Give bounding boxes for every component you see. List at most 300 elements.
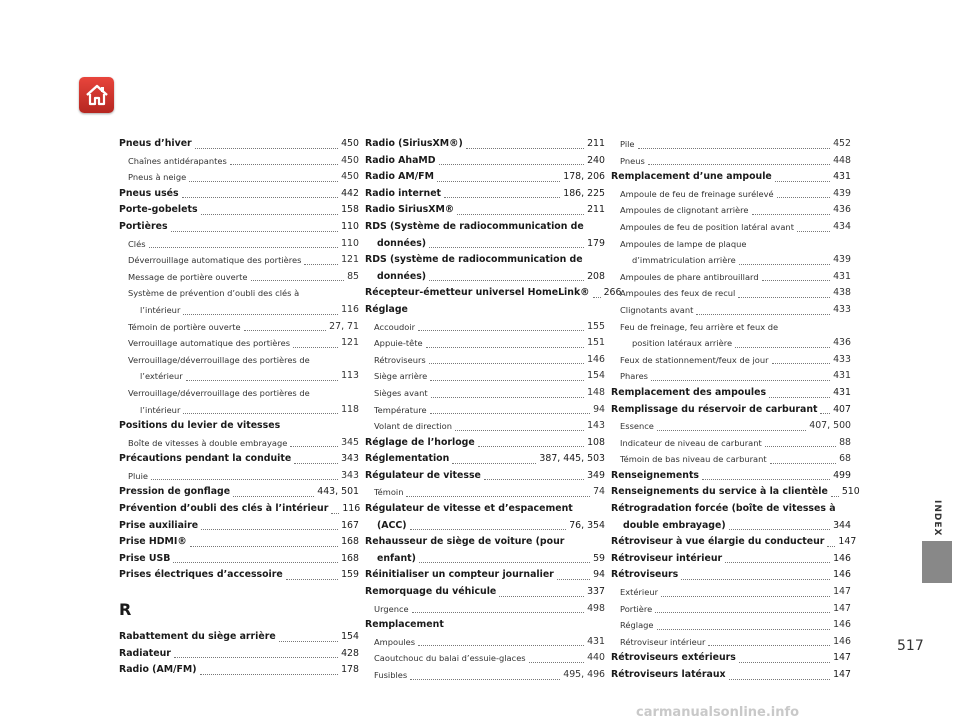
entry-text: Récepteur-émetteur universel HomeLink® bbox=[365, 287, 590, 299]
index-column-3 bbox=[611, 136, 860, 684]
index-entry[interactable] bbox=[119, 219, 359, 236]
index-entry[interactable] bbox=[119, 662, 359, 679]
page-reference[interactable]: 428 bbox=[341, 647, 359, 659]
page-reference[interactable]: 116 bbox=[342, 503, 361, 515]
page-reference[interactable]: 154 bbox=[587, 370, 605, 382]
dot-leader bbox=[190, 546, 338, 547]
page-reference[interactable]: 434 bbox=[833, 220, 851, 232]
entry-text: Réglage bbox=[365, 303, 408, 315]
index-entry[interactable] bbox=[365, 136, 605, 153]
dot-leader bbox=[412, 612, 584, 613]
page-reference[interactable]: 108 bbox=[587, 436, 605, 448]
dot-leader bbox=[651, 380, 830, 381]
page-reference[interactable]: 344 bbox=[833, 519, 851, 531]
entry-text: Pneus usés bbox=[119, 187, 179, 199]
page-reference[interactable]: 387, 445, 503 bbox=[539, 453, 605, 465]
dot-leader bbox=[648, 164, 830, 165]
page-reference[interactable]: 146 bbox=[833, 552, 851, 564]
index-subentry[interactable] bbox=[611, 352, 851, 369]
index-subentry[interactable] bbox=[365, 484, 605, 501]
dot-leader bbox=[729, 679, 831, 680]
page-reference[interactable]: 76, 354 bbox=[569, 519, 605, 531]
page-reference[interactable]: 439 bbox=[833, 187, 851, 199]
entry-continuation bbox=[611, 518, 851, 535]
page-reference[interactable]: 59 bbox=[593, 552, 605, 564]
dot-leader bbox=[429, 280, 584, 281]
page-reference[interactable]: 94 bbox=[593, 403, 605, 415]
dot-leader bbox=[657, 629, 831, 630]
dot-leader bbox=[725, 562, 830, 563]
index-entry[interactable] bbox=[119, 418, 359, 435]
page-reference[interactable]: 168 bbox=[341, 552, 359, 564]
index-entry[interactable] bbox=[365, 584, 605, 601]
index-subentry[interactable] bbox=[365, 667, 605, 684]
entry-text: Ampoules bbox=[374, 636, 416, 647]
entry-text: Précautions pendant la conduite bbox=[119, 453, 292, 465]
index-entry[interactable] bbox=[365, 169, 605, 186]
index-subentry[interactable] bbox=[611, 634, 851, 651]
dot-leader bbox=[820, 413, 830, 414]
index-subentry[interactable] bbox=[365, 418, 605, 435]
page-reference[interactable]: 113 bbox=[341, 370, 359, 382]
dot-leader bbox=[739, 264, 830, 265]
page-reference[interactable]: 178 bbox=[341, 664, 359, 676]
index-entry[interactable] bbox=[611, 484, 860, 501]
dot-leader bbox=[775, 181, 830, 182]
index-subentry[interactable] bbox=[611, 319, 851, 352]
index-subentry[interactable] bbox=[119, 335, 359, 352]
index-entry[interactable] bbox=[119, 501, 359, 518]
page-reference[interactable]: 433 bbox=[833, 353, 851, 365]
page-reference[interactable]: 349 bbox=[587, 469, 605, 481]
entry-text: Boîte de vitesses à double embrayage bbox=[128, 437, 288, 448]
entry-text: Prévention d’oubli des clés à l’intérieur bbox=[119, 503, 329, 515]
dot-leader bbox=[657, 430, 806, 431]
entry-text: Phares bbox=[620, 371, 649, 382]
dot-leader bbox=[772, 363, 831, 364]
entry-text: Rétroviseurs extérieurs bbox=[611, 652, 736, 664]
index-entry[interactable] bbox=[365, 468, 605, 485]
index-subentry[interactable] bbox=[365, 385, 605, 402]
dot-leader bbox=[769, 397, 830, 398]
entry-text: Régulateur de vitesse bbox=[365, 469, 481, 481]
dot-leader bbox=[251, 280, 345, 281]
page-reference[interactable]: 443, 501 bbox=[317, 486, 359, 498]
page-reference[interactable]: 211 bbox=[587, 138, 605, 149]
page-reference[interactable]: 116 bbox=[341, 303, 359, 315]
index-entry[interactable] bbox=[611, 667, 851, 684]
dot-leader bbox=[182, 197, 338, 198]
page-reference[interactable]: 436 bbox=[833, 204, 851, 216]
entry-text-continued: double embrayage) bbox=[623, 519, 726, 531]
dot-leader bbox=[418, 330, 584, 331]
entry-text: Rétroviseur intérieur bbox=[620, 636, 706, 647]
entry-text: Remplissage du réservoir de carburant bbox=[611, 403, 818, 415]
index-subentry[interactable] bbox=[611, 285, 851, 302]
entry-text: RDS (Système de radiocommunication de bbox=[365, 220, 584, 232]
page-reference[interactable]: 179 bbox=[587, 237, 605, 249]
entry-text: Rehausseur de siège de voiture (pour bbox=[365, 536, 565, 548]
index-entry[interactable] bbox=[119, 451, 359, 468]
page-reference[interactable]: 186, 225 bbox=[563, 187, 605, 199]
entry-continuation bbox=[620, 252, 851, 269]
index-entry[interactable] bbox=[119, 202, 359, 219]
entry-text: Réglage bbox=[620, 620, 654, 631]
page-reference[interactable]: 147 bbox=[833, 586, 851, 598]
index-subentry[interactable] bbox=[365, 352, 605, 369]
dot-leader bbox=[430, 380, 584, 381]
index-subentry[interactable] bbox=[611, 451, 851, 468]
page-reference[interactable]: 147 bbox=[833, 652, 851, 664]
dot-leader bbox=[189, 181, 338, 182]
entry-text: Pneus à neige bbox=[128, 172, 187, 183]
page-reference[interactable]: 208 bbox=[587, 270, 605, 282]
dot-leader bbox=[452, 463, 536, 464]
entry-text: Radiateur bbox=[119, 647, 171, 659]
page-reference[interactable]: 121 bbox=[341, 337, 359, 349]
entry-text: Verrouillage/déverrouillage des portières de bbox=[128, 354, 310, 365]
index-subentry[interactable] bbox=[611, 186, 851, 203]
page-reference[interactable]: 498 bbox=[587, 602, 605, 614]
index-subentry[interactable] bbox=[119, 385, 359, 418]
entry-text: Remplacement des ampoules bbox=[611, 386, 767, 398]
index-subentry[interactable] bbox=[611, 584, 851, 601]
index-subentry[interactable] bbox=[611, 302, 851, 319]
entry-text: Système de prévention d’oubli des clés à bbox=[128, 288, 300, 299]
index-entry[interactable] bbox=[611, 501, 851, 534]
index-entry[interactable] bbox=[365, 435, 605, 452]
index-entry[interactable] bbox=[119, 551, 359, 568]
index-subentry[interactable] bbox=[119, 435, 359, 452]
page-reference[interactable]: 407, 500 bbox=[809, 420, 851, 432]
page-reference[interactable]: 442 bbox=[341, 187, 359, 199]
dot-leader bbox=[765, 446, 836, 447]
index-subentry[interactable] bbox=[365, 368, 605, 385]
entry-text: Clés bbox=[128, 238, 146, 249]
index-subentry[interactable] bbox=[365, 319, 605, 336]
page-reference[interactable]: 167 bbox=[341, 519, 359, 531]
page-reference[interactable]: 74 bbox=[593, 486, 605, 498]
entry-text: Prise auxiliaire bbox=[119, 519, 199, 531]
dot-leader bbox=[831, 496, 839, 497]
index-entry[interactable] bbox=[611, 534, 857, 551]
entry-continuation bbox=[620, 335, 851, 352]
entry-text: Rabattement du siège arrière bbox=[119, 631, 276, 643]
page-reference[interactable]: 155 bbox=[587, 320, 605, 332]
index-entry[interactable] bbox=[365, 252, 605, 285]
dot-leader bbox=[279, 641, 338, 642]
page-reference[interactable]: 343 bbox=[341, 469, 359, 481]
dot-leader bbox=[708, 645, 830, 646]
entry-text: Réglementation bbox=[365, 453, 450, 465]
page-reference[interactable]: 440 bbox=[587, 652, 605, 664]
index-subentry[interactable] bbox=[365, 402, 605, 419]
dot-leader bbox=[557, 579, 590, 580]
page-reference[interactable]: 499 bbox=[833, 469, 851, 481]
index-subentry[interactable] bbox=[611, 601, 851, 618]
index-entry[interactable] bbox=[365, 567, 605, 584]
index-entry[interactable] bbox=[611, 551, 851, 568]
index-entry[interactable] bbox=[119, 136, 359, 153]
page-reference[interactable]: 438 bbox=[833, 287, 851, 299]
entry-text: Rétroviseurs bbox=[374, 354, 426, 365]
entry-text: Rétroviseurs bbox=[611, 569, 679, 581]
index-entry[interactable] bbox=[611, 650, 851, 667]
page-reference[interactable]: 345 bbox=[341, 436, 359, 448]
dot-leader bbox=[183, 413, 338, 414]
index-subentry[interactable] bbox=[119, 252, 359, 269]
entry-text: Portières bbox=[119, 220, 168, 232]
index-subentry[interactable] bbox=[611, 368, 851, 385]
page-reference[interactable]: 439 bbox=[833, 254, 851, 266]
index-subentry[interactable] bbox=[611, 435, 851, 452]
dot-leader bbox=[244, 330, 327, 331]
index-subentry[interactable] bbox=[611, 136, 851, 153]
entry-text-continued: l’extérieur bbox=[140, 371, 183, 382]
index-subentry[interactable] bbox=[611, 617, 851, 634]
page-reference[interactable]: 266 bbox=[603, 287, 622, 299]
entry-text: Pluie bbox=[128, 470, 148, 481]
page-reference[interactable]: 407 bbox=[833, 403, 851, 415]
dot-leader bbox=[331, 513, 339, 514]
dot-leader bbox=[429, 363, 584, 364]
dot-leader bbox=[738, 297, 830, 298]
entry-text: Température bbox=[374, 404, 427, 415]
dot-leader bbox=[201, 529, 338, 530]
page-reference[interactable]: 495, 496 bbox=[563, 669, 605, 680]
index-subentry[interactable] bbox=[119, 236, 359, 253]
page-reference[interactable]: 154 bbox=[341, 631, 359, 643]
index-entry[interactable] bbox=[119, 629, 359, 646]
entry-text: Chaînes antidérapantes bbox=[128, 155, 227, 166]
index-subentry[interactable] bbox=[119, 468, 359, 485]
page-reference[interactable]: 178, 206 bbox=[563, 171, 605, 183]
index-subentry[interactable] bbox=[119, 319, 359, 336]
page-reference[interactable]: 343 bbox=[341, 453, 359, 465]
entry-text: RDS (système de radiocommunication de bbox=[365, 254, 583, 266]
dot-leader bbox=[739, 662, 830, 663]
entry-text: Prise USB bbox=[119, 552, 171, 564]
index-subentry[interactable] bbox=[611, 153, 851, 170]
entry-text: Rétroviseur à vue élargie du conducteur bbox=[611, 536, 825, 548]
entry-text: Ampoules de lampe de plaque bbox=[620, 238, 747, 249]
index-entry[interactable] bbox=[365, 451, 605, 468]
dot-leader bbox=[444, 197, 560, 198]
entry-text: Témoin de bas niveau de carburant bbox=[620, 454, 767, 465]
page-reference[interactable]: 146 bbox=[587, 353, 605, 365]
index-entry[interactable] bbox=[365, 202, 605, 219]
index-subentry[interactable] bbox=[611, 219, 851, 236]
page-reference[interactable]: 110 bbox=[341, 220, 359, 232]
page-reference[interactable]: 450 bbox=[341, 171, 359, 183]
index-entry[interactable] bbox=[365, 285, 622, 302]
index-subentry[interactable] bbox=[119, 269, 359, 286]
index-subentry[interactable] bbox=[611, 236, 851, 269]
dot-leader bbox=[661, 596, 830, 597]
index-entry[interactable] bbox=[365, 617, 605, 634]
entry-text: Radio SiriusXM® bbox=[365, 204, 455, 216]
dot-leader bbox=[439, 164, 585, 165]
home-button[interactable] bbox=[79, 77, 114, 113]
index-entry[interactable] bbox=[365, 153, 605, 170]
entry-text: Radio AhaMD bbox=[365, 154, 436, 166]
entry-text: Verrouillage/déverrouillage des portières de bbox=[128, 387, 310, 398]
index-entry[interactable] bbox=[611, 385, 851, 402]
index-entry[interactable] bbox=[119, 567, 359, 584]
index-column-2 bbox=[365, 136, 622, 684]
index-entry[interactable] bbox=[119, 534, 359, 551]
index-subentry[interactable] bbox=[365, 335, 605, 352]
page-reference[interactable]: 151 bbox=[587, 337, 605, 349]
dot-leader bbox=[655, 612, 830, 613]
dot-leader bbox=[195, 148, 338, 149]
page-reference[interactable]: 158 bbox=[341, 204, 359, 216]
index-subentry[interactable] bbox=[611, 202, 851, 219]
entry-continuation bbox=[365, 518, 605, 535]
index-tab-label: INDEX bbox=[932, 500, 942, 537]
dot-leader bbox=[293, 347, 338, 348]
page-reference[interactable]: 168 bbox=[341, 536, 359, 548]
index-entry[interactable] bbox=[365, 501, 605, 534]
page-reference[interactable]: 448 bbox=[833, 154, 851, 166]
index-entry[interactable] bbox=[365, 534, 605, 567]
page-reference[interactable]: 431 bbox=[833, 386, 851, 398]
entry-continuation bbox=[365, 551, 605, 568]
index-entry[interactable] bbox=[119, 518, 359, 535]
index-subentry[interactable] bbox=[119, 169, 359, 186]
entry-text: Pneus bbox=[620, 155, 645, 166]
page-reference[interactable]: 143 bbox=[587, 420, 605, 432]
index-entry[interactable] bbox=[611, 468, 851, 485]
index-entry[interactable] bbox=[119, 484, 359, 501]
dot-leader bbox=[478, 446, 584, 447]
entry-text: Rétroviseurs latéraux bbox=[611, 669, 726, 680]
index-subentry[interactable] bbox=[365, 634, 605, 651]
page-reference[interactable]: 147 bbox=[833, 669, 851, 680]
index-entry[interactable] bbox=[365, 219, 605, 252]
page-reference[interactable]: 118 bbox=[341, 403, 359, 415]
dot-leader bbox=[696, 314, 830, 315]
page-reference[interactable]: 88 bbox=[839, 436, 851, 448]
entry-text: Rétrogradation forcée (boîte de vitesses à bbox=[611, 503, 836, 515]
page-reference[interactable]: 452 bbox=[833, 138, 851, 149]
entry-text-continued: (ACC) bbox=[377, 519, 407, 531]
index-subentry[interactable] bbox=[119, 285, 359, 318]
page-reference[interactable]: 240 bbox=[587, 154, 605, 166]
dot-leader bbox=[290, 446, 338, 447]
dot-leader bbox=[233, 496, 314, 497]
entry-text: Clignotants avant bbox=[620, 304, 694, 315]
dot-leader bbox=[173, 562, 338, 563]
index-entry[interactable] bbox=[365, 186, 605, 203]
entry-text: Pile bbox=[620, 139, 635, 149]
entry-text: Caoutchouc du balai d’essuie-glaces bbox=[374, 653, 526, 664]
dot-leader bbox=[762, 280, 831, 281]
index-subentry[interactable] bbox=[365, 601, 605, 618]
entry-text: Prise HDMI® bbox=[119, 536, 187, 548]
page-reference[interactable]: 146 bbox=[833, 635, 851, 647]
entry-text-continued: l’intérieur bbox=[140, 404, 181, 415]
index-entry[interactable] bbox=[119, 646, 359, 663]
dot-leader bbox=[419, 562, 590, 563]
dot-leader bbox=[294, 463, 338, 464]
page-reference[interactable]: 147 bbox=[833, 602, 851, 614]
page-reference[interactable]: 27, 71 bbox=[329, 320, 359, 332]
page-reference[interactable]: 450 bbox=[341, 154, 359, 166]
dot-leader bbox=[455, 430, 584, 431]
entry-text: Ampoules des feux de recul bbox=[620, 288, 736, 299]
page-reference[interactable]: 146 bbox=[833, 569, 851, 581]
dot-leader bbox=[183, 314, 338, 315]
page-reference[interactable]: 436 bbox=[833, 337, 851, 349]
entry-text: Renseignements bbox=[611, 469, 700, 481]
entry-text: Indicateur de niveau de carburant bbox=[620, 437, 762, 448]
page-reference[interactable]: 337 bbox=[587, 586, 605, 598]
index-entry[interactable] bbox=[119, 186, 359, 203]
index-entry[interactable] bbox=[365, 302, 605, 319]
page-reference[interactable]: 147 bbox=[838, 536, 857, 548]
entry-text: Urgence bbox=[374, 603, 409, 614]
index-entry[interactable] bbox=[611, 402, 851, 419]
page-reference[interactable]: 148 bbox=[587, 386, 605, 398]
page-reference[interactable]: 110 bbox=[341, 237, 359, 249]
dot-leader bbox=[230, 164, 338, 165]
page-reference[interactable]: 121 bbox=[341, 254, 359, 266]
index-subentry[interactable] bbox=[365, 650, 605, 667]
index-subentry[interactable] bbox=[611, 418, 851, 435]
page-reference[interactable]: 433 bbox=[833, 303, 851, 315]
entry-text-continued: données) bbox=[377, 237, 427, 249]
page-reference[interactable]: 450 bbox=[341, 138, 359, 149]
entry-text: Rétroviseur intérieur bbox=[611, 552, 723, 564]
index-subentry[interactable] bbox=[119, 352, 359, 385]
dot-leader bbox=[426, 347, 585, 348]
page-reference[interactable]: 68 bbox=[839, 453, 851, 465]
entry-text: Radio (AM/FM) bbox=[119, 664, 197, 676]
dot-leader bbox=[410, 679, 560, 680]
index-entry[interactable] bbox=[611, 567, 851, 584]
dot-leader bbox=[406, 496, 590, 497]
entry-text: Positions du levier de vitesses bbox=[119, 420, 281, 432]
page-reference[interactable]: 85 bbox=[347, 270, 359, 282]
index-entry[interactable] bbox=[611, 169, 851, 186]
index-column-1 bbox=[119, 136, 359, 679]
entry-text-continued: enfant) bbox=[377, 552, 416, 564]
entry-text: Ampoule de feu de freinage surélevé bbox=[620, 188, 774, 199]
page-reference[interactable]: 146 bbox=[833, 619, 851, 631]
entry-text-continued: l’intérieur bbox=[140, 304, 181, 315]
entry-text: Porte-gobelets bbox=[119, 204, 198, 216]
index-subentry[interactable] bbox=[611, 269, 851, 286]
page-reference[interactable]: 510 bbox=[841, 486, 860, 498]
entry-text: Renseignements du service à la clientèle bbox=[611, 486, 828, 498]
page-reference[interactable]: 431 bbox=[833, 171, 851, 183]
page-number: 517 bbox=[897, 638, 924, 654]
entry-text: Réinitialiser un compteur journalier bbox=[365, 569, 554, 581]
dot-leader bbox=[431, 397, 584, 398]
entry-text: Accoudoir bbox=[374, 321, 416, 332]
page-reference[interactable]: 159 bbox=[341, 569, 359, 581]
entry-continuation bbox=[365, 236, 605, 253]
page-reference[interactable]: 431 bbox=[587, 635, 605, 647]
page-reference[interactable]: 431 bbox=[833, 270, 851, 282]
page-reference[interactable]: 211 bbox=[587, 204, 605, 216]
index-subentry[interactable] bbox=[119, 153, 359, 170]
page-reference[interactable]: 94 bbox=[593, 569, 605, 581]
entry-continuation bbox=[128, 368, 359, 385]
dot-leader bbox=[729, 529, 830, 530]
page-reference[interactable]: 431 bbox=[833, 370, 851, 382]
